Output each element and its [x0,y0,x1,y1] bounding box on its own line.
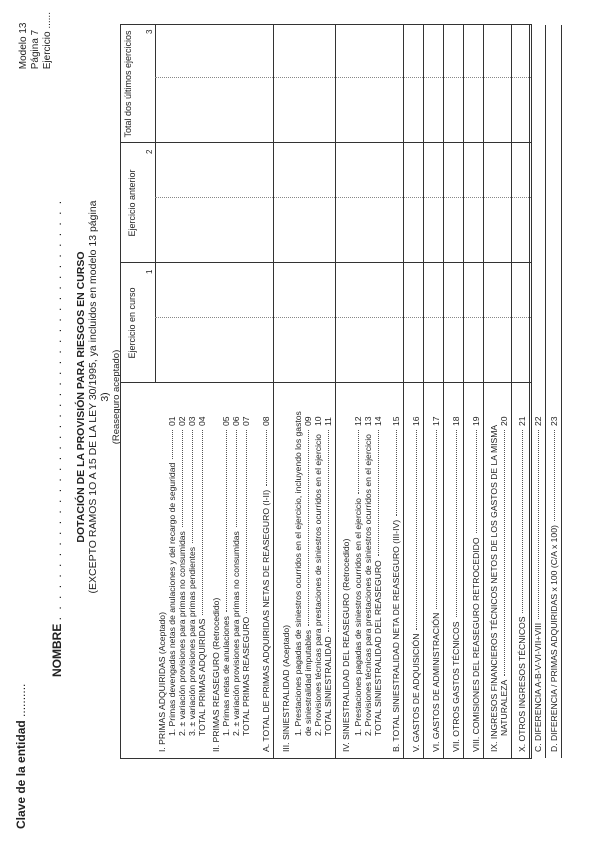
row-code: 11 [323,417,333,426]
row-label: 1. Prestaciones pagadas de siniestros ocurridos en el ejercicio [353,498,363,736]
dot-leader [538,430,539,619]
column-divider [121,382,531,383]
row-label: 2. Provisiones técnicas para prestaciones de siniestros ocurridos en el ejercicio [313,434,323,736]
row-label: V. GASTOS DE ADQUISICIÓN [411,633,421,752]
row-code: 12 [353,416,363,426]
dot-leader [192,430,193,543]
row-separator [561,25,562,758]
row-separator [335,25,336,758]
ejercicio-label: Ejercicio ...... [42,12,53,70]
dot-leader [236,430,237,527]
dot-leader [436,430,437,609]
pagina-label: Página 7 [30,29,41,70]
row-label: IX. INGRESOS FINANCIEROS TÉCNICOS NETOS DE LOS GASTOS DE LA MISMA [489,424,499,752]
dot-leader [308,430,309,626]
dot-leader [226,430,227,612]
row-label: D. DIFERENCIA / PRIMAS ADQUIRIDAS x 100 (C/A x 100) [549,525,559,752]
col-num-2: 2 [145,149,154,154]
col-header-3: Total dos últimos ejercicios [123,30,133,138]
dot-leader [554,430,555,521]
row-label: 2. Provisiones técnicas para prestaciones de siniestros ocurridos en el ejercicio [363,434,373,736]
row-label: NATURALEZA [499,679,509,736]
row-label: VII. OTROS GASTOS TÉCNICOS [451,621,461,752]
dot-leader [396,430,397,516]
row-separator [403,25,404,758]
row-code: 19 [471,416,481,426]
row-label: 3. ± variación provisiones para primas pendientes [187,546,197,736]
row-separator [443,25,444,758]
row-label: 1. Prestaciones pagadas de siniestros ocurridos en el ejercicio, incluyendo los gastos [293,411,303,736]
dot-leader [358,430,359,494]
dot-leader [182,430,183,527]
row-code: 07 [241,416,251,426]
title-line-3: (Reaseguro aceptado) [111,349,122,445]
model-info [18,12,54,69]
row-code: 20 [499,416,509,426]
row-separator [511,25,512,758]
dot-leader [266,430,267,486]
row-label: I. PRIMAS ADQUIRIDAS (Aceptado) [157,612,167,752]
row-code: 09 [303,416,313,426]
dot-leader [172,430,173,459]
row-code: 10 [313,416,323,426]
row-label: TOTAL PRIMAS REASEGURO [241,616,251,736]
row-label: 1. Primas devengadas netas de anulaciones y del recargo de seguridad [167,462,177,736]
col-header-2: Ejercicio anterior [127,169,137,237]
clave-label: Clave de la entidad [14,720,28,829]
row-label: TOTAL SINIESTRALIDAD DEL REASEGURO [373,560,383,736]
col-num-3: 3 [145,29,154,34]
row-label: IV. SINIESTRALIDAD DEL REASEGURO (Retrocedido) [341,538,351,752]
row-label: C. DIFERENCIA A-B-V-VI-VII+VIII [533,622,543,752]
title-line-2: (EXCEPTO RAMOS 1O A 15 DE LA LEY 30/1995, ya incluidos en modelo 13 página 3) [87,200,111,594]
row-code: 23 [549,416,559,426]
nombre-label: NOMBRE [50,623,64,677]
title-line-1: DOTACIÓN DE LA PROVISIÓN PARA RIESGOS EN CURSO [75,251,87,543]
dot-leader [378,430,379,556]
row-code: 16 [411,416,421,426]
row-label: de siniestralidad imputables [303,629,313,736]
row-code: 15 [391,416,401,426]
clave-value: .......... [14,683,28,717]
row-separator [529,25,530,758]
row-code: 17 [431,416,441,426]
row-code: 08 [261,416,271,426]
row-code: 03 [187,416,197,426]
dot-leader [328,430,329,632]
row-code: 14 [373,416,383,426]
row-code: 22 [533,416,543,426]
dot-leader [522,430,523,613]
row-label: II. PRIMAS REASEGURO (Retrocedido) [211,597,221,752]
row-separator [423,25,424,758]
nombre-value: . . . . . . . . . . . . . . . . . . . . . . . . . . . . . . . . . . . . . . . . [50,198,64,621]
dot-leader [504,430,505,676]
row-label: 1. Primas netas de anulaciones [221,616,231,736]
row-label: 2. ± variación provisiones para primas no consumidas [231,531,241,736]
nombre-field [50,199,64,677]
row-label: 2. ± variación provisiones para primas no consumidas [177,531,187,736]
row-label: VI. GASTOS DE ADMINISTRACIÓN [431,612,441,752]
row-code: 04 [197,416,207,426]
row-code: 13 [363,416,373,426]
grid-subcolumn [155,77,531,78]
col-header-1: Ejercicio en curso [127,287,137,359]
dot-leader [416,430,417,630]
row-label: X. OTROS INGRESOS TÉCNICOS [517,616,527,752]
row-code: 02 [177,416,187,426]
row-label: B. TOTAL SINIESTRALIDAD NETA DE REASEGURO (III-IV) [391,519,401,752]
modelo-label: Modelo 13 [18,22,29,70]
row-label: TOTAL SINIESTRALIDAD [323,636,333,736]
column-divider [121,262,531,263]
row-label: A. TOTAL DE PRIMAS ADQUIRIDAS NETAS DE REASEGURO (I-II) [261,489,271,752]
row-label: III. SINIESTRALIDAD (Aceptado) [281,624,291,752]
row-label: TOTAL PRIMAS ADQUIRIDAS [197,618,207,736]
header-divider [155,25,156,383]
row-separator [273,25,274,758]
dot-leader [476,430,477,533]
row-code: 01 [167,416,177,426]
row-code: 18 [451,416,461,426]
clave-entidad [14,684,28,829]
grid-subcolumn [155,197,531,198]
row-code: 06 [231,416,241,426]
grid-subcolumn [155,317,531,318]
col-num-1: 1 [145,269,154,274]
row-code: 05 [221,416,231,426]
column-divider [121,142,531,143]
row-label: VIII. COMISIONES DEL REASEGURO RETROCEDIDO [471,537,481,752]
dot-leader [456,430,457,617]
dot-leader [246,430,247,613]
row-separator [483,25,484,758]
row-separator [545,25,546,758]
row-code: 21 [517,416,527,426]
form-title [75,197,123,597]
dot-leader [202,430,203,615]
row-separator [463,25,464,758]
form-table [120,24,559,759]
